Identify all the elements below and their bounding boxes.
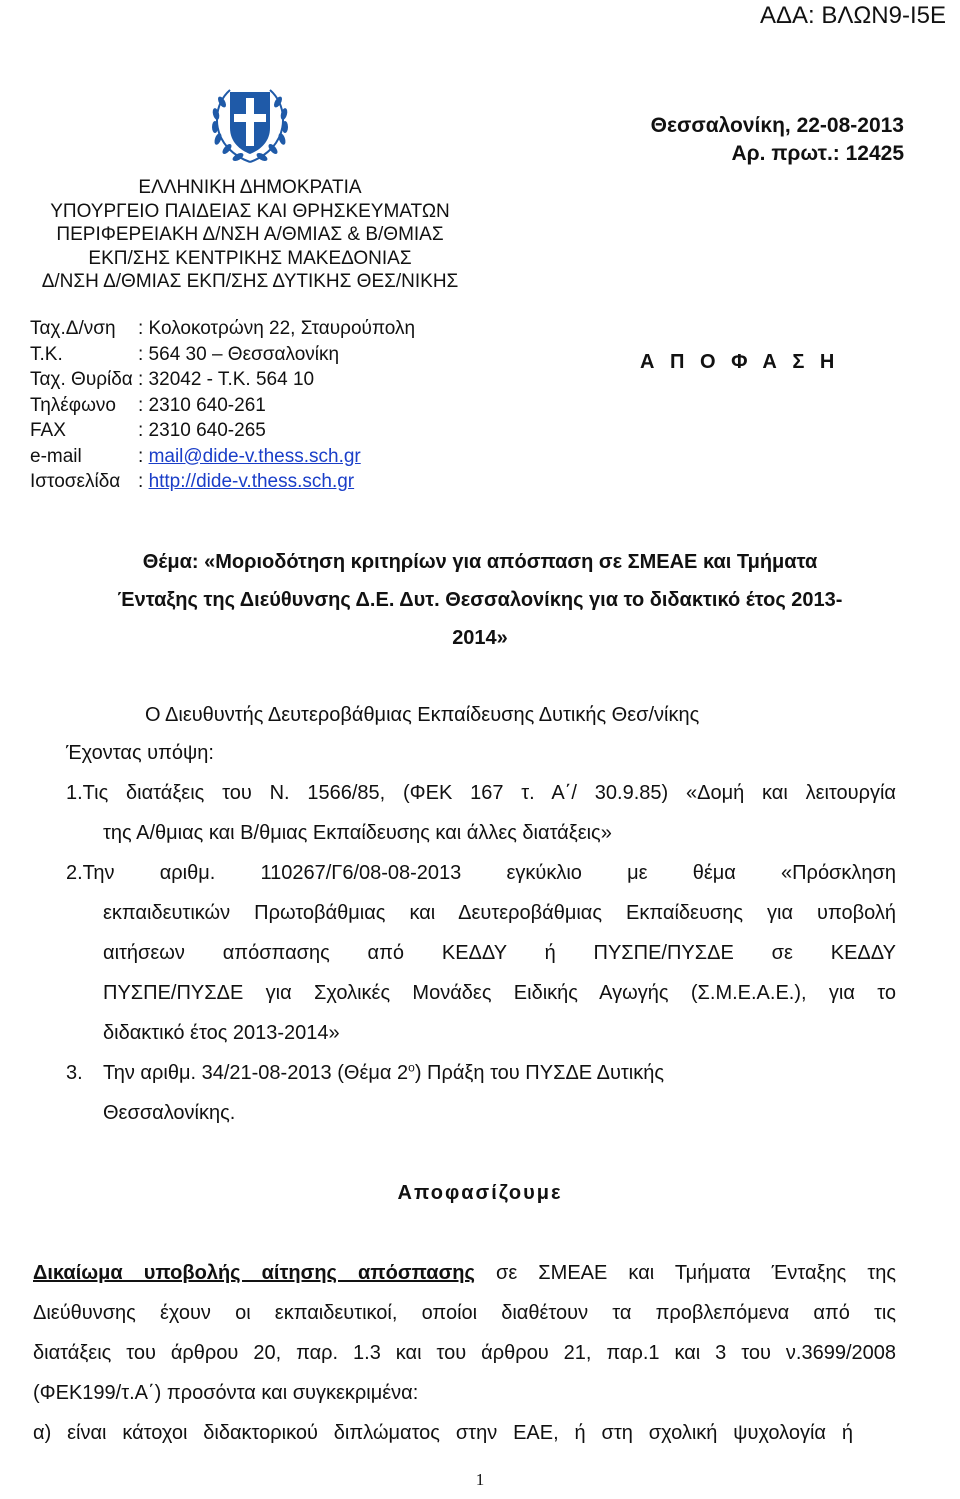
body-line: α) είναι κάτοχοι διδακτορικού διπλώματος στην ΕΑΕ, ή στη σχολική ψυχολογία ή bbox=[33, 1422, 853, 1444]
decide-heading: Αποφασίζουμε bbox=[397, 1182, 563, 1204]
contact-label: e-mail bbox=[30, 445, 82, 467]
contact-row-fax bbox=[30, 418, 415, 444]
contact-value: : 2310 640-265 bbox=[138, 420, 266, 441]
website-prefix: : bbox=[138, 471, 149, 492]
ministry-line: ΠΕΡΙΦΕΡΕΙΑΚΗ Δ/ΝΣΗ Α/ΘΜΙΑΣ & Β/ΘΜΙΑΣ bbox=[56, 224, 444, 245]
contact-value: : 32042 - Τ.Κ. 564 10 bbox=[138, 369, 315, 390]
page-number: 1 bbox=[475, 1470, 485, 1489]
body-line: Διεύθυνσης έχουν οι εκπαιδευτικοί, οποίοι διαθέτουν τα προβλεπόμενα από τις bbox=[33, 1302, 896, 1324]
contact-row-postcode bbox=[30, 342, 415, 368]
contact-row-website bbox=[30, 469, 415, 495]
contact-value: : 2310 640-261 bbox=[138, 394, 266, 416]
contact-label: Ταχ. Θυρίδα bbox=[30, 369, 133, 390]
contact-row-pobox bbox=[30, 367, 415, 393]
place-date-block bbox=[651, 112, 904, 168]
item-3-text bbox=[103, 1062, 664, 1085]
having-in-mind: Έχοντας υπόψη: bbox=[66, 742, 214, 764]
body-line: (ΦΕΚ199/τ.Α΄) προσόντα και συγκεκριμένα: bbox=[33, 1382, 419, 1404]
contact-label: Ταχ.Δ/νση bbox=[30, 318, 116, 339]
email-link[interactable]: mail@dide-v.thess.sch.gr bbox=[148, 445, 361, 467]
ministry-line: ΕΚΠ/ΣΗΣ ΚΕΝΤΡΙΚΗΣ ΜΑΚΕΔΟΝΙΑΣ bbox=[88, 247, 412, 269]
item-2-line: αιτήσεων απόσπασης από ΚΕΔΔΥ ή ΠΥΣΠΕ/ΠΥΣΔΕ σε ΚΕΔΔΥ bbox=[103, 942, 896, 964]
item-2-line: διδακτικό έτος 2013-2014» bbox=[103, 1022, 340, 1044]
item-3-sup: ο bbox=[408, 1060, 415, 1075]
protocol-number: Αρ. πρωτ.: 12425 bbox=[731, 142, 904, 165]
subject bbox=[0, 543, 960, 657]
item-3-line: Θεσσαλονίκης. bbox=[103, 1102, 236, 1124]
contact-value bbox=[130, 469, 354, 495]
item-2-line: ΠΥΣΠΕ/ΠΥΣΔΕ για Σχολικές Μονάδες Ειδικής Αγωγής (Σ.Μ.Ε.Α.Ε.), για το bbox=[103, 982, 896, 1004]
contact-label: Ιστοσελίδα bbox=[30, 471, 121, 492]
subject-line: Θέμα: «Μοριοδότηση κριτηρίων για απόσπαση σε ΣΜΕΑΕ και Τμήματα bbox=[142, 551, 818, 573]
item-1-line: της Α/θμιας και Β/θμιας Εκπαίδευσης και άλλες διατάξεις» bbox=[103, 822, 612, 844]
decision-title: Α Π Ο Φ Α Σ Η bbox=[640, 351, 840, 373]
body-line bbox=[33, 1262, 896, 1285]
contact-label: FAX bbox=[30, 420, 66, 441]
ministry-line: Δ/ΝΣΗ Δ/ΘΜΙΑΣ ΕΚΠ/ΣΗΣ ΔΥΤΙΚΗΣ ΘΕΣ/ΝΙΚΗΣ bbox=[41, 271, 459, 292]
website-link[interactable]: http://dide-v.thess.sch.gr bbox=[148, 471, 355, 492]
body-line-rest: σε ΣΜΕΑΕ και Τμήματα Ένταξης της bbox=[495, 1262, 896, 1284]
item-2-line: εκπαιδευτικών Πρωτοβάθμιας και Δευτεροβάθμιας Εκπαίδευσης για υποβολή bbox=[103, 902, 896, 924]
subject-line: Ένταξης της Διεύθυνσης Δ.Ε. Δυτ. Θεσσαλονίκης για το διδακτικό έτος 2013- bbox=[117, 589, 843, 611]
item-3-number: 3. bbox=[66, 1062, 83, 1084]
right-heading: Δικαίωμα υποβολής αίτησης απόσπασης bbox=[33, 1262, 475, 1284]
contact-value bbox=[130, 444, 361, 470]
greek-emblem-icon bbox=[200, 82, 300, 166]
contact-value: : 564 30 – Θεσσαλονίκη bbox=[138, 343, 340, 365]
contact-row-address bbox=[30, 316, 415, 342]
contact-row-phone bbox=[30, 393, 415, 419]
place-date: Θεσσαλονίκη, 22-08-2013 bbox=[650, 114, 904, 137]
item-1-line: 1.Τις διατάξεις του Ν. 1566/85, (ΦΕΚ 167 τ. Α΄/ 30.9.85) «Δομή και λειτουργία bbox=[66, 782, 896, 804]
contact-row-email bbox=[30, 444, 415, 470]
item-3-pre: Την αριθμ. 34/21-08-2013 (Θέμα 2 bbox=[103, 1062, 409, 1084]
ministry-line: ΥΠΟΥΡΓΕΙΟ ΠΑΙΔΕΙΑΣ ΚΑΙ ΘΡΗΣΚΕΥΜΑΤΩΝ bbox=[50, 200, 450, 222]
ministry-line: ΕΛΛΗΝΙΚΗ ΔΗΜΟΚΡΑΤΙΑ bbox=[138, 177, 362, 198]
director-line: Ο Διευθυντής Δευτεροβάθμιας Εκπαίδευσης Δυτικής Θεσ/νίκης bbox=[145, 704, 700, 726]
contact-value: : Κολοκοτρώνη 22, Σταυρούπολη bbox=[138, 318, 416, 339]
contact-details bbox=[30, 316, 415, 495]
item-2-line: 2.Την αριθμ. 110267/Γ6/08-08-2013 εγκύκλιο με θέμα «Πρόσκληση bbox=[66, 862, 896, 884]
contact-label: Τηλέφωνο bbox=[30, 394, 116, 416]
email-prefix: : bbox=[138, 445, 149, 467]
contact-label: Τ.Κ. bbox=[30, 343, 63, 365]
subject-line: 2014» bbox=[452, 627, 508, 649]
ada-code: ΑΔΑ: ΒΛΩΝ9-Ι5Ε bbox=[759, 2, 946, 29]
item-3-line bbox=[103, 1062, 896, 1085]
item-3-post: ) Πράξη του ΠΥΣΔΕ Δυτικής bbox=[414, 1062, 664, 1084]
ministry-header bbox=[0, 176, 500, 294]
body-line: διατάξεις του άρθρου 20, παρ. 1.3 και του άρθρου 21, παρ.1 και 3 του ν.3699/2008 bbox=[33, 1342, 896, 1364]
